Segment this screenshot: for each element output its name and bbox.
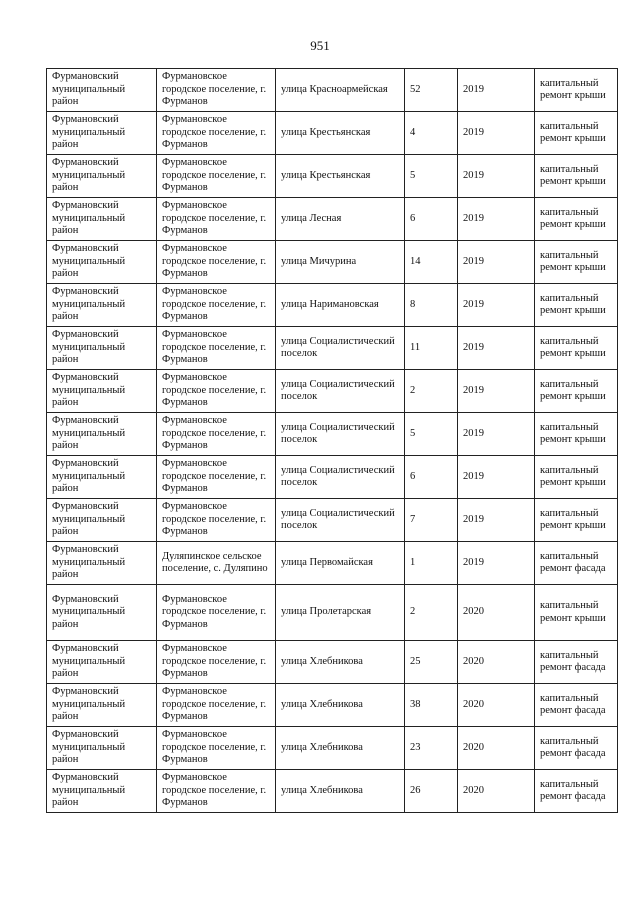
house-number-cell: 38 xyxy=(405,684,458,727)
settlement-cell: Фурмановское городское поселение, г. Фурманов xyxy=(157,370,276,413)
district-cell: Фурмановский муниципальный район xyxy=(47,370,157,413)
district-cell: Фурмановский муниципальный район xyxy=(47,684,157,727)
work-type-cell: капитальный ремонт фасада xyxy=(535,542,618,585)
street-cell: улица Хлебникова xyxy=(276,727,405,770)
year-cell: 2020 xyxy=(458,770,535,813)
settlement-cell: Фурмановское городское поселение, г. Фурманов xyxy=(157,727,276,770)
table-row xyxy=(47,155,618,198)
house-number-cell: 11 xyxy=(405,327,458,370)
settlement-cell: Фурмановское городское поселение, г. Фурманов xyxy=(157,69,276,112)
settlement-cell: Фурмановское городское поселение, г. Фурманов xyxy=(157,499,276,542)
settlement-cell: Фурмановское городское поселение, г. Фурманов xyxy=(157,241,276,284)
year-cell: 2019 xyxy=(458,69,535,112)
street-cell: улица Социалистический поселок xyxy=(276,456,405,499)
work-type-cell: капитальный ремонт крыши xyxy=(535,413,618,456)
district-cell: Фурмановский муниципальный район xyxy=(47,155,157,198)
table-row xyxy=(47,585,618,641)
work-type-cell: капитальный ремонт крыши xyxy=(535,284,618,327)
settlement-cell: Фурмановское городское поселение, г. Фурманов xyxy=(157,770,276,813)
work-type-cell: капитальный ремонт крыши xyxy=(535,198,618,241)
house-number-cell: 25 xyxy=(405,641,458,684)
work-type-cell: капитальный ремонт крыши xyxy=(535,241,618,284)
year-cell: 2019 xyxy=(458,198,535,241)
settlement-cell: Фурмановское городское поселение, г. Фурманов xyxy=(157,585,276,641)
settlement-cell: Дуляпинское сельское поселение, с. Дуляпино xyxy=(157,542,276,585)
table-row xyxy=(47,456,618,499)
house-number-cell: 2 xyxy=(405,370,458,413)
table-row xyxy=(47,499,618,542)
table-row xyxy=(47,241,618,284)
house-number-cell: 8 xyxy=(405,284,458,327)
house-number-cell: 23 xyxy=(405,727,458,770)
district-cell: Фурмановский муниципальный район xyxy=(47,69,157,112)
house-number-cell: 14 xyxy=(405,241,458,284)
table-row xyxy=(47,641,618,684)
house-number-cell: 6 xyxy=(405,198,458,241)
district-cell: Фурмановский муниципальный район xyxy=(47,112,157,155)
house-number-cell: 26 xyxy=(405,770,458,813)
table-row xyxy=(47,770,618,813)
street-cell: улица Социалистический поселок xyxy=(276,413,405,456)
year-cell: 2020 xyxy=(458,684,535,727)
table-row xyxy=(47,727,618,770)
district-cell: Фурмановский муниципальный район xyxy=(47,284,157,327)
table-row xyxy=(47,370,618,413)
settlement-cell: Фурмановское городское поселение, г. Фурманов xyxy=(157,684,276,727)
year-cell: 2019 xyxy=(458,112,535,155)
year-cell: 2019 xyxy=(458,456,535,499)
district-cell: Фурмановский муниципальный район xyxy=(47,499,157,542)
house-number-cell: 4 xyxy=(405,112,458,155)
street-cell: улица Пролетарская xyxy=(276,585,405,641)
year-cell: 2019 xyxy=(458,413,535,456)
year-cell: 2019 xyxy=(458,499,535,542)
district-cell: Фурмановский муниципальный район xyxy=(47,641,157,684)
street-cell: улица Хлебникова xyxy=(276,770,405,813)
district-cell: Фурмановский муниципальный район xyxy=(47,585,157,641)
street-cell: улица Крестьянская xyxy=(276,155,405,198)
house-number-cell: 5 xyxy=(405,155,458,198)
settlement-cell: Фурмановское городское поселение, г. Фурманов xyxy=(157,327,276,370)
district-cell: Фурмановский муниципальный район xyxy=(47,198,157,241)
district-cell: Фурмановский муниципальный район xyxy=(47,241,157,284)
table-row xyxy=(47,413,618,456)
work-type-cell: капитальный ремонт фасада xyxy=(535,770,618,813)
year-cell: 2020 xyxy=(458,585,535,641)
year-cell: 2020 xyxy=(458,641,535,684)
street-cell: улица Социалистический поселок xyxy=(276,499,405,542)
work-type-cell: капитальный ремонт крыши xyxy=(535,370,618,413)
work-type-cell: капитальный ремонт фасада xyxy=(535,684,618,727)
house-number-cell: 2 xyxy=(405,585,458,641)
work-type-cell: капитальный ремонт крыши xyxy=(535,499,618,542)
table-row xyxy=(47,542,618,585)
settlement-cell: Фурмановское городское поселение, г. Фурманов xyxy=(157,284,276,327)
settlement-cell: Фурмановское городское поселение, г. Фурманов xyxy=(157,112,276,155)
year-cell: 2019 xyxy=(458,241,535,284)
work-type-cell: капитальный ремонт крыши xyxy=(535,585,618,641)
street-cell: улица Хлебникова xyxy=(276,684,405,727)
work-type-cell: капитальный ремонт крыши xyxy=(535,155,618,198)
district-cell: Фурмановский муниципальный район xyxy=(47,413,157,456)
house-number-cell: 6 xyxy=(405,456,458,499)
street-cell: улица Наримановская xyxy=(276,284,405,327)
work-type-cell: капитальный ремонт фасада xyxy=(535,641,618,684)
district-cell: Фурмановский муниципальный район xyxy=(47,770,157,813)
work-type-cell: капитальный ремонт крыши xyxy=(535,112,618,155)
year-cell: 2019 xyxy=(458,542,535,585)
work-type-cell: капитальный ремонт крыши xyxy=(535,69,618,112)
table-row xyxy=(47,112,618,155)
work-type-cell: капитальный ремонт фасада xyxy=(535,727,618,770)
house-number-cell: 7 xyxy=(405,499,458,542)
year-cell: 2019 xyxy=(458,327,535,370)
district-cell: Фурмановский муниципальный район xyxy=(47,727,157,770)
street-cell: улица Социалистический поселок xyxy=(276,370,405,413)
table-row xyxy=(47,327,618,370)
street-cell: улица Лесная xyxy=(276,198,405,241)
street-cell: улица Крестьянская xyxy=(276,112,405,155)
year-cell: 2019 xyxy=(458,284,535,327)
table-row xyxy=(47,684,618,727)
work-type-cell: капитальный ремонт крыши xyxy=(535,456,618,499)
district-cell: Фурмановский муниципальный район xyxy=(47,327,157,370)
repair-schedule-table xyxy=(46,68,618,813)
street-cell: улица Красноармейская xyxy=(276,69,405,112)
settlement-cell: Фурмановское городское поселение, г. Фурманов xyxy=(157,198,276,241)
house-number-cell: 1 xyxy=(405,542,458,585)
street-cell: улица Мичурина xyxy=(276,241,405,284)
year-cell: 2019 xyxy=(458,155,535,198)
settlement-cell: Фурмановское городское поселение, г. Фурманов xyxy=(157,641,276,684)
year-cell: 2019 xyxy=(458,370,535,413)
district-cell: Фурмановский муниципальный район xyxy=(47,456,157,499)
street-cell: улица Хлебникова xyxy=(276,641,405,684)
street-cell: улица Социалистический поселок xyxy=(276,327,405,370)
settlement-cell: Фурмановское городское поселение, г. Фурманов xyxy=(157,413,276,456)
table-row xyxy=(47,69,618,112)
year-cell: 2020 xyxy=(458,727,535,770)
house-number-cell: 52 xyxy=(405,69,458,112)
house-number-cell: 5 xyxy=(405,413,458,456)
page-number: 951 xyxy=(310,38,330,53)
table-row xyxy=(47,198,618,241)
table-row xyxy=(47,284,618,327)
work-type-cell: капитальный ремонт крыши xyxy=(535,327,618,370)
settlement-cell: Фурмановское городское поселение, г. Фурманов xyxy=(157,155,276,198)
street-cell: улица Первомайская xyxy=(276,542,405,585)
district-cell: Фурмановский муниципальный район xyxy=(47,542,157,585)
settlement-cell: Фурмановское городское поселение, г. Фурманов xyxy=(157,456,276,499)
